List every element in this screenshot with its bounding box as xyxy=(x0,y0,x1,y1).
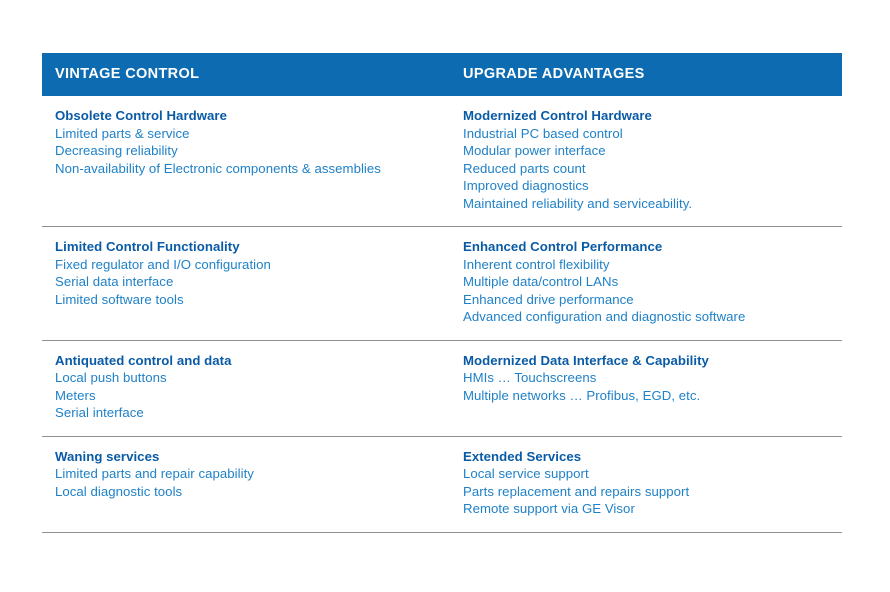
cell-title: Limited Control Functionality xyxy=(55,239,240,254)
cell-title: Antiquated control and data xyxy=(55,352,232,368)
list-item: Multiple data/control LANs xyxy=(463,274,619,289)
table-row xyxy=(42,341,842,437)
list-item: Serial interface xyxy=(55,405,144,420)
list-item: Enhanced drive performance xyxy=(463,291,634,307)
list-item: Limited parts and repair capability xyxy=(55,466,254,481)
list-item: Inherent control flexibility xyxy=(463,256,610,272)
cell-title: Obsolete Control Hardware xyxy=(55,108,227,123)
table-cell-vintage xyxy=(42,341,450,436)
cell-item-list xyxy=(55,369,440,422)
list-item: Decreasing reliability xyxy=(55,143,178,158)
cell-title: Enhanced Control Performance xyxy=(463,239,663,254)
list-item: Maintained reliability and serviceability. xyxy=(463,195,693,211)
table-header-row xyxy=(42,53,842,96)
list-item: Local push buttons xyxy=(55,370,167,385)
cell-title: Modernized Control Hardware xyxy=(463,108,652,123)
list-item: Serial data interface xyxy=(55,274,174,289)
list-item: Improved diagnostics xyxy=(463,178,589,193)
list-item: Multiple networks … Profibus, EGD, etc. xyxy=(463,387,701,403)
table-row xyxy=(42,437,842,533)
list-item: Industrial PC based control xyxy=(463,125,623,141)
column-header-label-upgrade: UPGRADE ADVANTAGES xyxy=(463,66,645,82)
cell-title: Extended Services xyxy=(463,448,582,464)
list-item: Limited software tools xyxy=(55,291,184,307)
comparison-table xyxy=(42,53,842,533)
cell-item-list xyxy=(463,465,832,518)
table-header-cell-upgrade xyxy=(450,53,842,96)
cell-item-list xyxy=(463,125,832,213)
list-item: Fixed regulator and I/O configuration xyxy=(55,256,271,272)
table-cell-vintage xyxy=(42,227,450,340)
cell-title: Waning services xyxy=(55,448,160,464)
table-cell-upgrade xyxy=(450,227,842,340)
table-cell-vintage xyxy=(42,437,450,532)
cell-item-list xyxy=(55,125,440,178)
list-item: Parts replacement and repairs support xyxy=(463,483,690,499)
cell-item-list xyxy=(55,256,440,309)
table-row xyxy=(42,227,842,341)
cell-item-list xyxy=(55,465,440,500)
table-cell-upgrade xyxy=(450,437,842,532)
list-item: HMIs … Touchscreens xyxy=(463,370,597,385)
cell-item-list xyxy=(463,256,832,326)
table-cell-vintage xyxy=(42,96,450,226)
list-item: Local diagnostic tools xyxy=(55,483,183,499)
cell-item-list xyxy=(463,369,832,404)
table-cell-upgrade xyxy=(450,341,842,436)
cell-title: Modernized Data Interface & Capability xyxy=(463,352,709,368)
list-item: Meters xyxy=(55,387,96,403)
list-item: Limited parts & service xyxy=(55,125,190,141)
table-row xyxy=(42,96,842,227)
table-header-cell-vintage xyxy=(42,53,450,96)
list-item: Modular power interface xyxy=(463,143,606,158)
table-cell-upgrade xyxy=(450,96,842,226)
list-item: Non-availability of Electronic components & assemblies xyxy=(55,160,381,176)
list-item: Remote support via GE Visor xyxy=(463,501,635,516)
list-item: Local service support xyxy=(463,466,589,481)
list-item: Advanced configuration and diagnostic software xyxy=(463,309,746,324)
list-item: Reduced parts count xyxy=(463,160,586,176)
column-header-label-vintage: VINTAGE CONTROL xyxy=(55,66,200,82)
